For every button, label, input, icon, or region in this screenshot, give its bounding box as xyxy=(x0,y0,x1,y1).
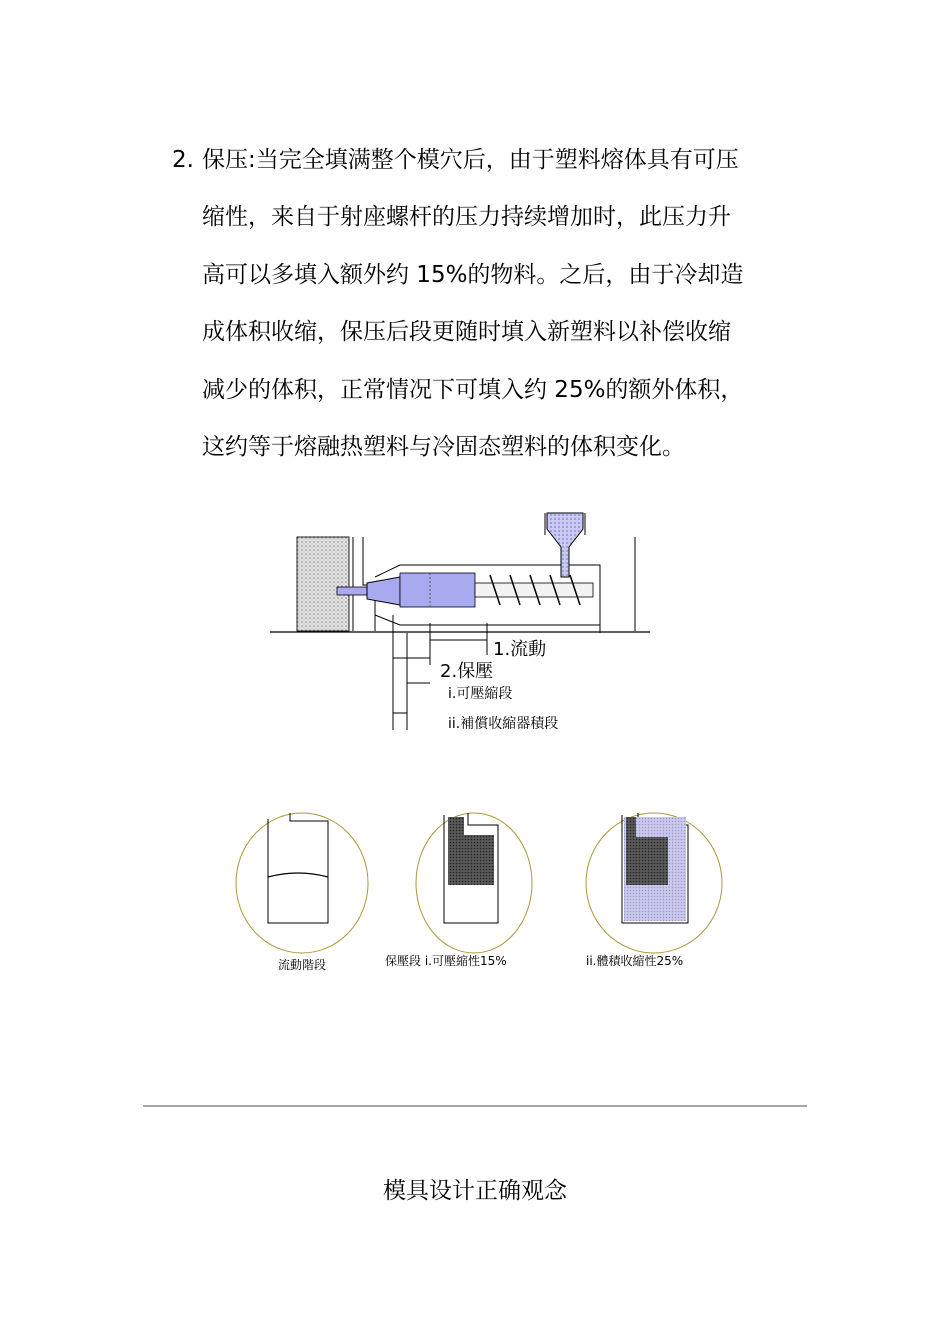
cavity-stages xyxy=(230,805,735,980)
sprue xyxy=(337,587,367,595)
melt xyxy=(400,573,475,607)
paragraph-line: 高可以多填入额外约 15%的物料。之后，由于冷却造 xyxy=(202,261,744,288)
nozzle xyxy=(367,577,400,605)
stage-label-compress: 保壓段 i.可壓縮性15% xyxy=(385,954,507,968)
section-title: 模具设计正确观念 xyxy=(383,1178,567,1204)
paragraph-line: 缩性，来自于射座螺杆的压力持续增加时，此压力升 xyxy=(202,204,731,231)
stage-label-flow: 流動階段 xyxy=(278,958,327,972)
stage-compress xyxy=(416,813,532,953)
list-number: 2. xyxy=(172,147,194,173)
body-paragraph xyxy=(172,132,812,476)
stage-shrink xyxy=(586,813,722,953)
injection-diagram xyxy=(265,505,655,737)
paragraph-line xyxy=(172,132,812,189)
paragraph-line: 这约等于熔融热塑料与冷固态塑料的体积变化。 xyxy=(202,433,685,460)
label-pack: 2.保壓 xyxy=(440,661,494,682)
stage-flow xyxy=(236,813,368,953)
hopper xyxy=(547,513,583,577)
paragraph-line: 成体积收缩，保压后段更随时填入新塑料以补偿收缩 xyxy=(202,319,731,346)
section-divider xyxy=(143,1105,807,1107)
paragraph-line: 减少的体积，正常情况下可填入约 25%的额外体积， xyxy=(202,376,744,403)
stage-label-shrink: ii.體積收縮性25% xyxy=(586,954,684,968)
label-compress: i.可壓縮段 xyxy=(448,686,513,702)
label-flow: 1.流動 xyxy=(493,639,547,660)
paragraph-text: 保压:当完全填满整个模穴后，由于塑料熔体具有可压 xyxy=(202,147,739,173)
mold-block xyxy=(297,537,349,631)
label-compensate: ii.補償收縮器積段 xyxy=(448,716,559,732)
